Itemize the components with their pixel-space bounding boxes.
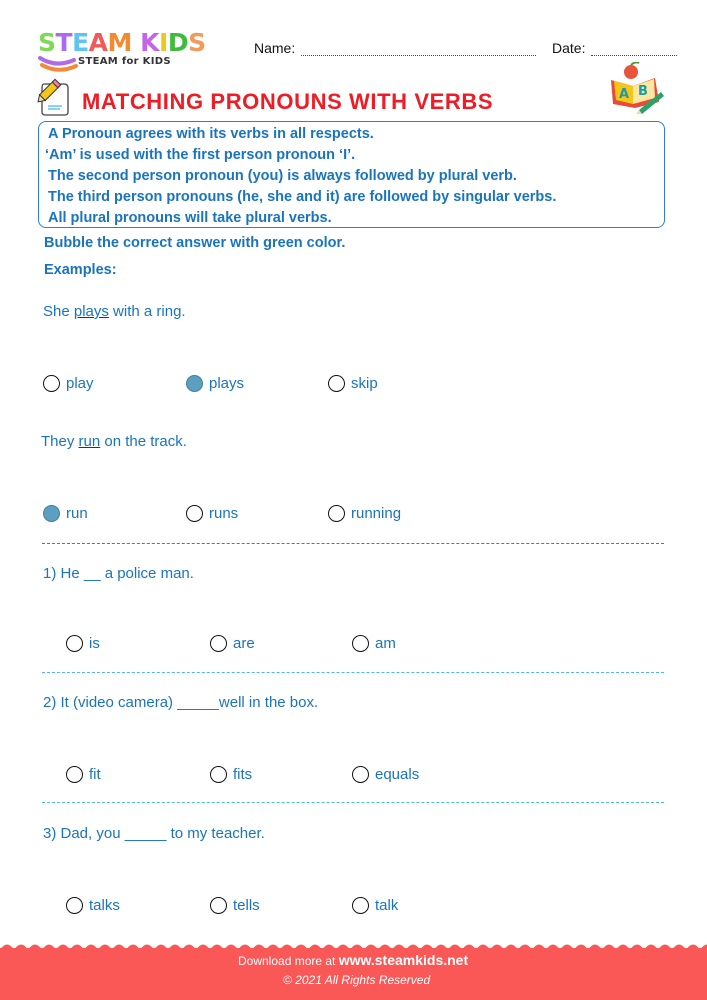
abc-book-icon [605, 62, 665, 114]
option-label: am [375, 635, 396, 652]
bubble-icon[interactable] [66, 897, 83, 914]
bubble-icon[interactable] [352, 897, 369, 914]
q1-option-are[interactable] [210, 635, 255, 652]
sentence-text: with a ring. [108, 303, 186, 320]
option-label: running [351, 505, 402, 522]
bubble-icon[interactable] [186, 505, 203, 522]
option-label: skip [351, 375, 378, 392]
rule-line: A Pronoun agrees with its verbs in all respects. [48, 126, 374, 142]
logo-letter: E [72, 28, 89, 57]
example-sentence-1 [43, 303, 186, 320]
divider [42, 543, 664, 544]
site-link[interactable]: www.steamkids.net [338, 952, 469, 968]
option-label: is [89, 635, 100, 652]
logo-letter: M [107, 28, 132, 57]
q2-option-fit[interactable] [66, 766, 101, 783]
q3-option-talks[interactable] [66, 897, 120, 914]
option-label: fit [89, 766, 101, 783]
bubble-icon[interactable] [210, 766, 227, 783]
q2-option-equals[interactable] [352, 766, 419, 783]
pencil-paper-icon [34, 78, 74, 118]
option-label: equals [375, 766, 420, 783]
q2-option-fits[interactable] [210, 766, 252, 783]
underlined-answer: plays [73, 303, 109, 320]
option-plays[interactable] [186, 375, 244, 392]
logo-wordmark [38, 30, 238, 56]
option-label: run [66, 505, 88, 522]
svg-text:B: B [638, 84, 648, 99]
svg-text:A: A [619, 87, 630, 102]
rule-line: All plural pronouns will take plural verbs. [48, 210, 332, 226]
rule-line: The third person pronouns (he, she and it) are followed by singular verbs. [48, 189, 557, 205]
download-label: Download more at [238, 954, 339, 968]
option-run[interactable] [43, 505, 88, 522]
logo-letter: I [159, 28, 168, 57]
logo-letter: A [88, 28, 108, 57]
option-label: fits [233, 766, 253, 783]
rule-line: ‘Am’ is used with the first person pronoun ‘I’. [45, 147, 356, 163]
q3-option-talk[interactable] [352, 897, 398, 914]
q3-option-tells[interactable] [210, 897, 260, 914]
example-sentence-2 [41, 433, 187, 450]
date-field[interactable] [552, 40, 677, 56]
option-label: runs [209, 505, 239, 522]
option-label: are [233, 635, 255, 652]
logo-letter: D [167, 28, 189, 57]
option-running[interactable] [328, 505, 401, 522]
bubble-icon[interactable] [352, 766, 369, 783]
footer-download-text [238, 952, 468, 968]
divider [42, 802, 664, 803]
bubble-icon[interactable] [43, 375, 60, 392]
option-skip[interactable] [328, 375, 378, 392]
sentence-text: on the track. [100, 433, 187, 450]
bubble-icon[interactable] [210, 635, 227, 652]
option-label: tells [233, 897, 260, 914]
bubble-icon[interactable] [66, 635, 83, 652]
bubble-filled-icon[interactable] [186, 375, 203, 392]
bubble-icon[interactable] [328, 375, 345, 392]
bubble-icon[interactable] [66, 766, 83, 783]
option-label: talk [375, 897, 399, 914]
logo-letter [132, 30, 140, 56]
rule-line: The second person pronoun (you) is always followed by plural verb. [48, 168, 517, 184]
option-runs[interactable] [186, 505, 238, 522]
date-label: Date: [552, 40, 586, 56]
divider [42, 672, 664, 673]
rules-box [38, 121, 665, 228]
page-title: MATCHING PRONOUNS WITH VERBS [82, 89, 494, 114]
sentence-text: They [41, 433, 79, 450]
logo-letter: S [188, 28, 206, 57]
footer-copyright: © 2021 All Rights Reserved [283, 973, 431, 987]
question-1: 1) He __ a police man. [43, 565, 194, 582]
bubble-icon[interactable] [352, 635, 369, 652]
bubble-icon[interactable] [328, 505, 345, 522]
question-2: 2) It (video camera) _____well in the box. [43, 694, 319, 711]
logo-letter: K [140, 28, 159, 57]
q1-option-am[interactable] [352, 635, 396, 652]
name-field[interactable] [254, 40, 536, 56]
logo-tagline: STEAM for KIDS [78, 56, 171, 67]
option-label: play [66, 375, 94, 392]
logo-letter: T [55, 28, 73, 57]
steam-kids-logo [38, 30, 238, 74]
bubble-icon[interactable] [210, 897, 227, 914]
option-label: talks [89, 897, 120, 914]
option-label: plays [209, 375, 245, 392]
question-3: 3) Dad, you _____ to my teacher. [43, 825, 265, 842]
logo-letter: S [38, 28, 56, 57]
option-play[interactable] [43, 375, 94, 392]
date-input-line[interactable] [591, 44, 677, 56]
sentence-text: She [43, 303, 74, 320]
name-input-line[interactable] [301, 44, 536, 56]
logo-swoosh-icon [38, 54, 78, 74]
q1-option-is[interactable] [66, 635, 100, 652]
underlined-answer: run [78, 433, 101, 450]
instruction-text: Bubble the correct answer with green color. [44, 235, 346, 251]
name-label: Name: [254, 40, 296, 56]
bubble-filled-icon[interactable] [43, 505, 60, 522]
examples-label: Examples: [44, 262, 117, 278]
